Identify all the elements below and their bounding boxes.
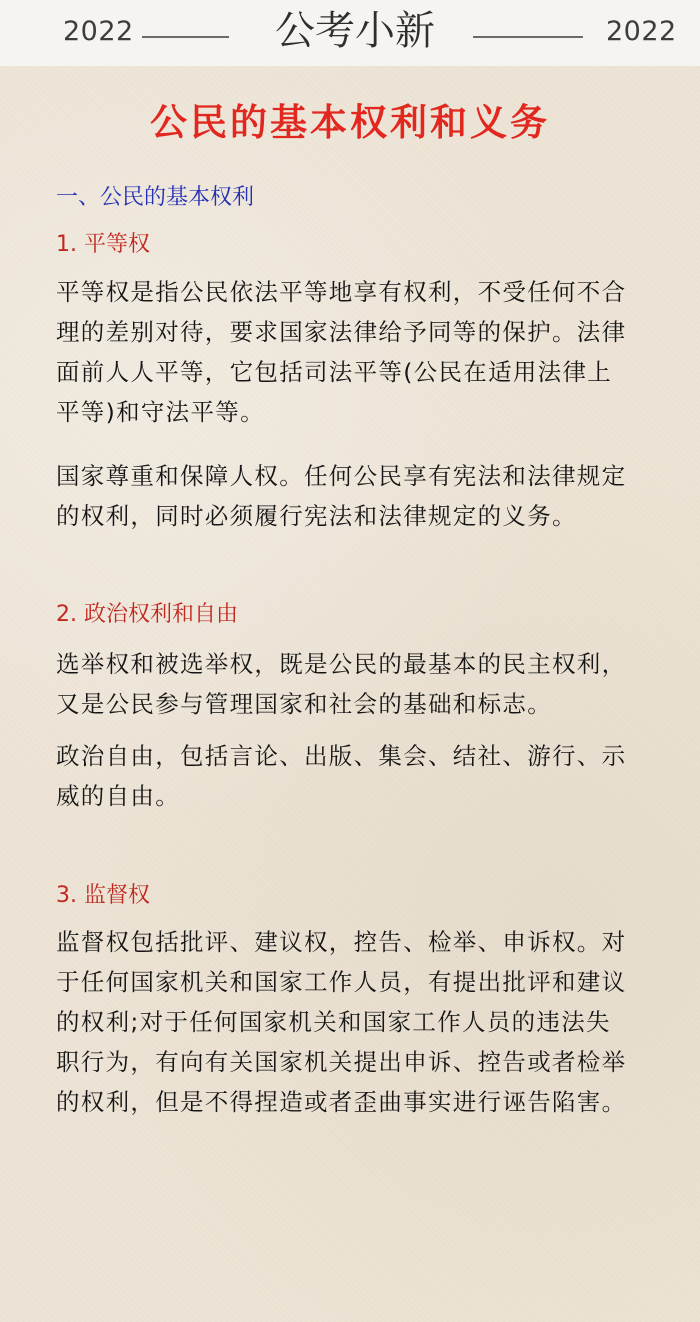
- subsection-heading-political-rights: 2. 政治权利和自由: [56, 602, 238, 627]
- text-line: 国家尊重和保障人权。任何公民享有宪法和法律规定: [56, 462, 627, 490]
- header-banner: [0, 0, 700, 66]
- text-line: 的权利，同时必须履行宪法和法律规定的义务。: [56, 502, 577, 530]
- text-line: 的权利，但是不得捏造或者歪曲事实进行诬告陷害。: [56, 1088, 627, 1116]
- paragraph-election-rights: [56, 644, 696, 724]
- section-heading: 一、公民的基本权利: [56, 185, 255, 210]
- text-line: 的权利;对于任何国家机关和国家工作人员的违法失: [56, 1008, 611, 1036]
- page-title: 公民的基本权利和义务: [150, 100, 550, 144]
- brand-title: 公考小新: [275, 8, 435, 54]
- text-line: 平等权是指公民依法平等地享有权利，不受任何不合: [56, 278, 627, 306]
- text-line: 平等)和守法平等。: [56, 398, 265, 426]
- subsection-heading-supervision: 3. 监督权: [56, 883, 150, 908]
- paragraph-equality-definition: [56, 272, 696, 432]
- text-line: 又是公民参与管理国家和社会的基础和标志。: [56, 690, 552, 718]
- text-line: 面前人人平等，它包括司法平等(公民在适用法律上: [56, 358, 613, 386]
- text-line: 于任何国家机关和国家工作人员，有提出批评和建议: [56, 968, 627, 996]
- text-line: 威的自由。: [56, 782, 180, 810]
- text-line: 理的差别对待，要求国家法律给予同等的保护。法律: [56, 318, 627, 346]
- paragraph-supervision-rights: [56, 922, 696, 1122]
- divider-line-right: [473, 36, 583, 38]
- text-line: 选举权和被选举权，既是公民的最基本的民主权利，: [56, 650, 627, 678]
- text-line: 监督权包括批评、建议权，控告、检举、申诉权。对: [56, 928, 627, 956]
- paragraph-human-rights: [56, 456, 696, 536]
- subsection-heading-equality: 1. 平等权: [56, 232, 150, 257]
- text-line: 职行为，有向有关国家机关提出申诉、控告或者检举: [56, 1048, 627, 1076]
- year-left: 2022: [63, 16, 134, 47]
- year-right: 2022: [606, 16, 677, 47]
- paragraph-political-freedom: [56, 736, 696, 816]
- text-line: 政治自由，包括言论、出版、集会、结社、游行、示: [56, 742, 627, 770]
- divider-line-left: [142, 36, 229, 38]
